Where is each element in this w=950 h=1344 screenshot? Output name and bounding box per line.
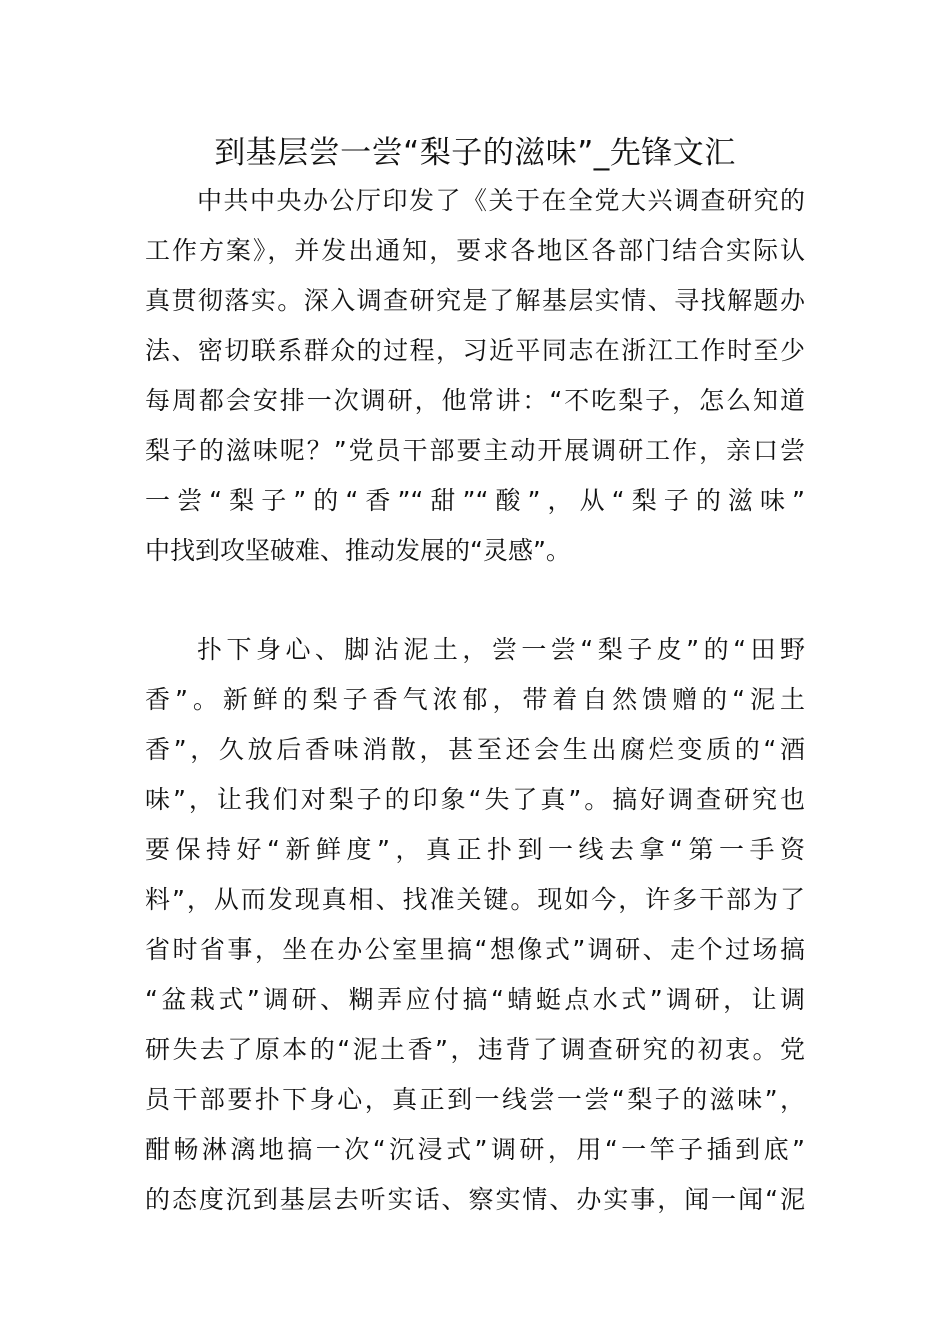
paragraph-line: 真贯彻落实。深入调查研究是了解基层实情、寻找解题办 xyxy=(145,286,805,315)
paragraph-intro xyxy=(145,176,805,576)
paragraph-line: 要保持好“新鲜度”，真正扑到一线去拿“第一手资 xyxy=(145,835,805,864)
paragraph-line: 法、密切联系群众的过程，习近平同志在浙江工作时至少 xyxy=(145,336,805,365)
paragraph-field-fragrance xyxy=(145,625,805,1225)
paragraph-line: 一尝“梨子”的“香”“甜”“酸”，从“梨子的滋味” xyxy=(145,486,805,515)
paragraph-line: 扑下身心、脚沾泥土，尝一尝“梨子皮”的“田野 xyxy=(197,635,805,664)
paragraph-line: 料”，从而发现真相、找准关键。现如今，许多干部为了 xyxy=(145,885,805,914)
paragraph-line: 中共中央办公厅印发了《关于在全党大兴调查研究的 xyxy=(197,186,805,215)
paragraph-line: 的态度沉到基层去听实话、察实情、办实事，闻一闻“泥 xyxy=(145,1185,805,1214)
paragraph-line: 中找到攻坚破难、推动发展的“灵感”。 xyxy=(145,536,571,565)
paragraph-line: “盆栽式”调研、糊弄应付搞“蜻蜓点水式”调研，让调 xyxy=(145,985,805,1014)
paragraph-line: 梨子的滋味呢？”党员干部要主动开展调研工作，亲口尝 xyxy=(145,436,805,465)
paragraph-line: 员干部要扑下身心，真正到一线尝一尝“梨子的滋味”， xyxy=(145,1085,805,1114)
paragraph-line: 味”，让我们对梨子的印象“失了真”。搞好调查研究也 xyxy=(145,785,805,814)
document-title: 到基层尝一尝“梨子的滋味”_先锋文汇 xyxy=(214,135,736,171)
paragraph-line: 研失去了原本的“泥土香”，违背了调查研究的初衷。党 xyxy=(145,1035,805,1064)
paragraph-line: 香”，久放后香味消散，甚至还会生出腐烂变质的“酒 xyxy=(145,735,805,764)
paragraph-line: 工作方案》，并发出通知，要求各地区各部门结合实际认 xyxy=(145,236,805,265)
paragraph-line: 每周都会安排一次调研，他常讲：“不吃梨子，怎么知道 xyxy=(145,386,805,415)
paragraph-line: 省时省事，坐在办公室里搞“想像式”调研、走个过场搞 xyxy=(145,935,805,964)
paragraph-line: 香”。新鲜的梨子香气浓郁，带着自然馈赠的“泥土 xyxy=(145,685,805,714)
paragraph-line: 酣畅淋漓地搞一次“沉浸式”调研，用“一竿子插到底” xyxy=(145,1135,805,1164)
